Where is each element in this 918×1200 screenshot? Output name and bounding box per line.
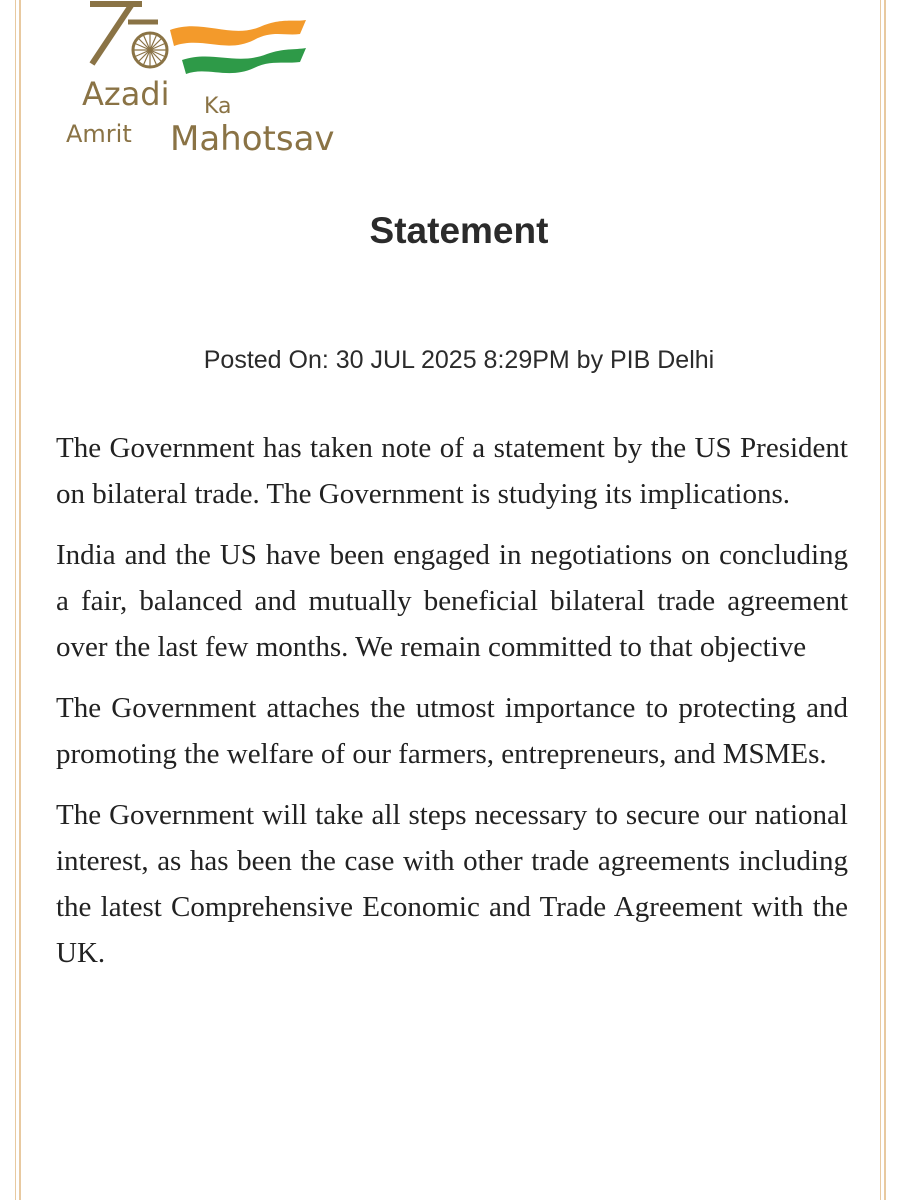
ashoka-chakra-icon — [133, 33, 167, 67]
statement-paragraph: The Government has taken note of a statement by the US President on bilateral trade. The Government is studying its implications. — [56, 432, 848, 510]
posted-on-line: Posted On: 30 JUL 2025 8:29PM by PIB Delhi — [203, 346, 715, 374]
page-title: Statement — [369, 210, 549, 251]
page-border-right — [880, 0, 886, 1200]
page-border-left — [15, 0, 21, 1200]
statement-paragraph: The Government attaches the utmost importance to protecting and promoting the welfare of our farmers, entrepreneurs, and MSMEs. — [56, 692, 848, 770]
logo-ka-text: Ka — [204, 94, 232, 119]
azadi-ka-amrit-mahotsav-logo — [62, 0, 372, 165]
statement-body — [56, 425, 848, 991]
logo-amrit-text: Amrit — [66, 120, 132, 148]
statement-paragraph: India and the US have been engaged in negotiations on concluding a fair, balanced and mutually beneficial bilateral trade agreement over the last few months. We remain committed to that objective — [56, 539, 848, 663]
logo-mahotsav-text: Mahotsav — [170, 119, 335, 159]
statement-paragraph: The Government will take all steps necessary to secure our national interest, as has been the case with other trade agreements including the latest Comprehensive Economic and Trade Agreement with the UK. — [56, 799, 848, 969]
logo-azadi-text: Azadi — [82, 75, 170, 113]
